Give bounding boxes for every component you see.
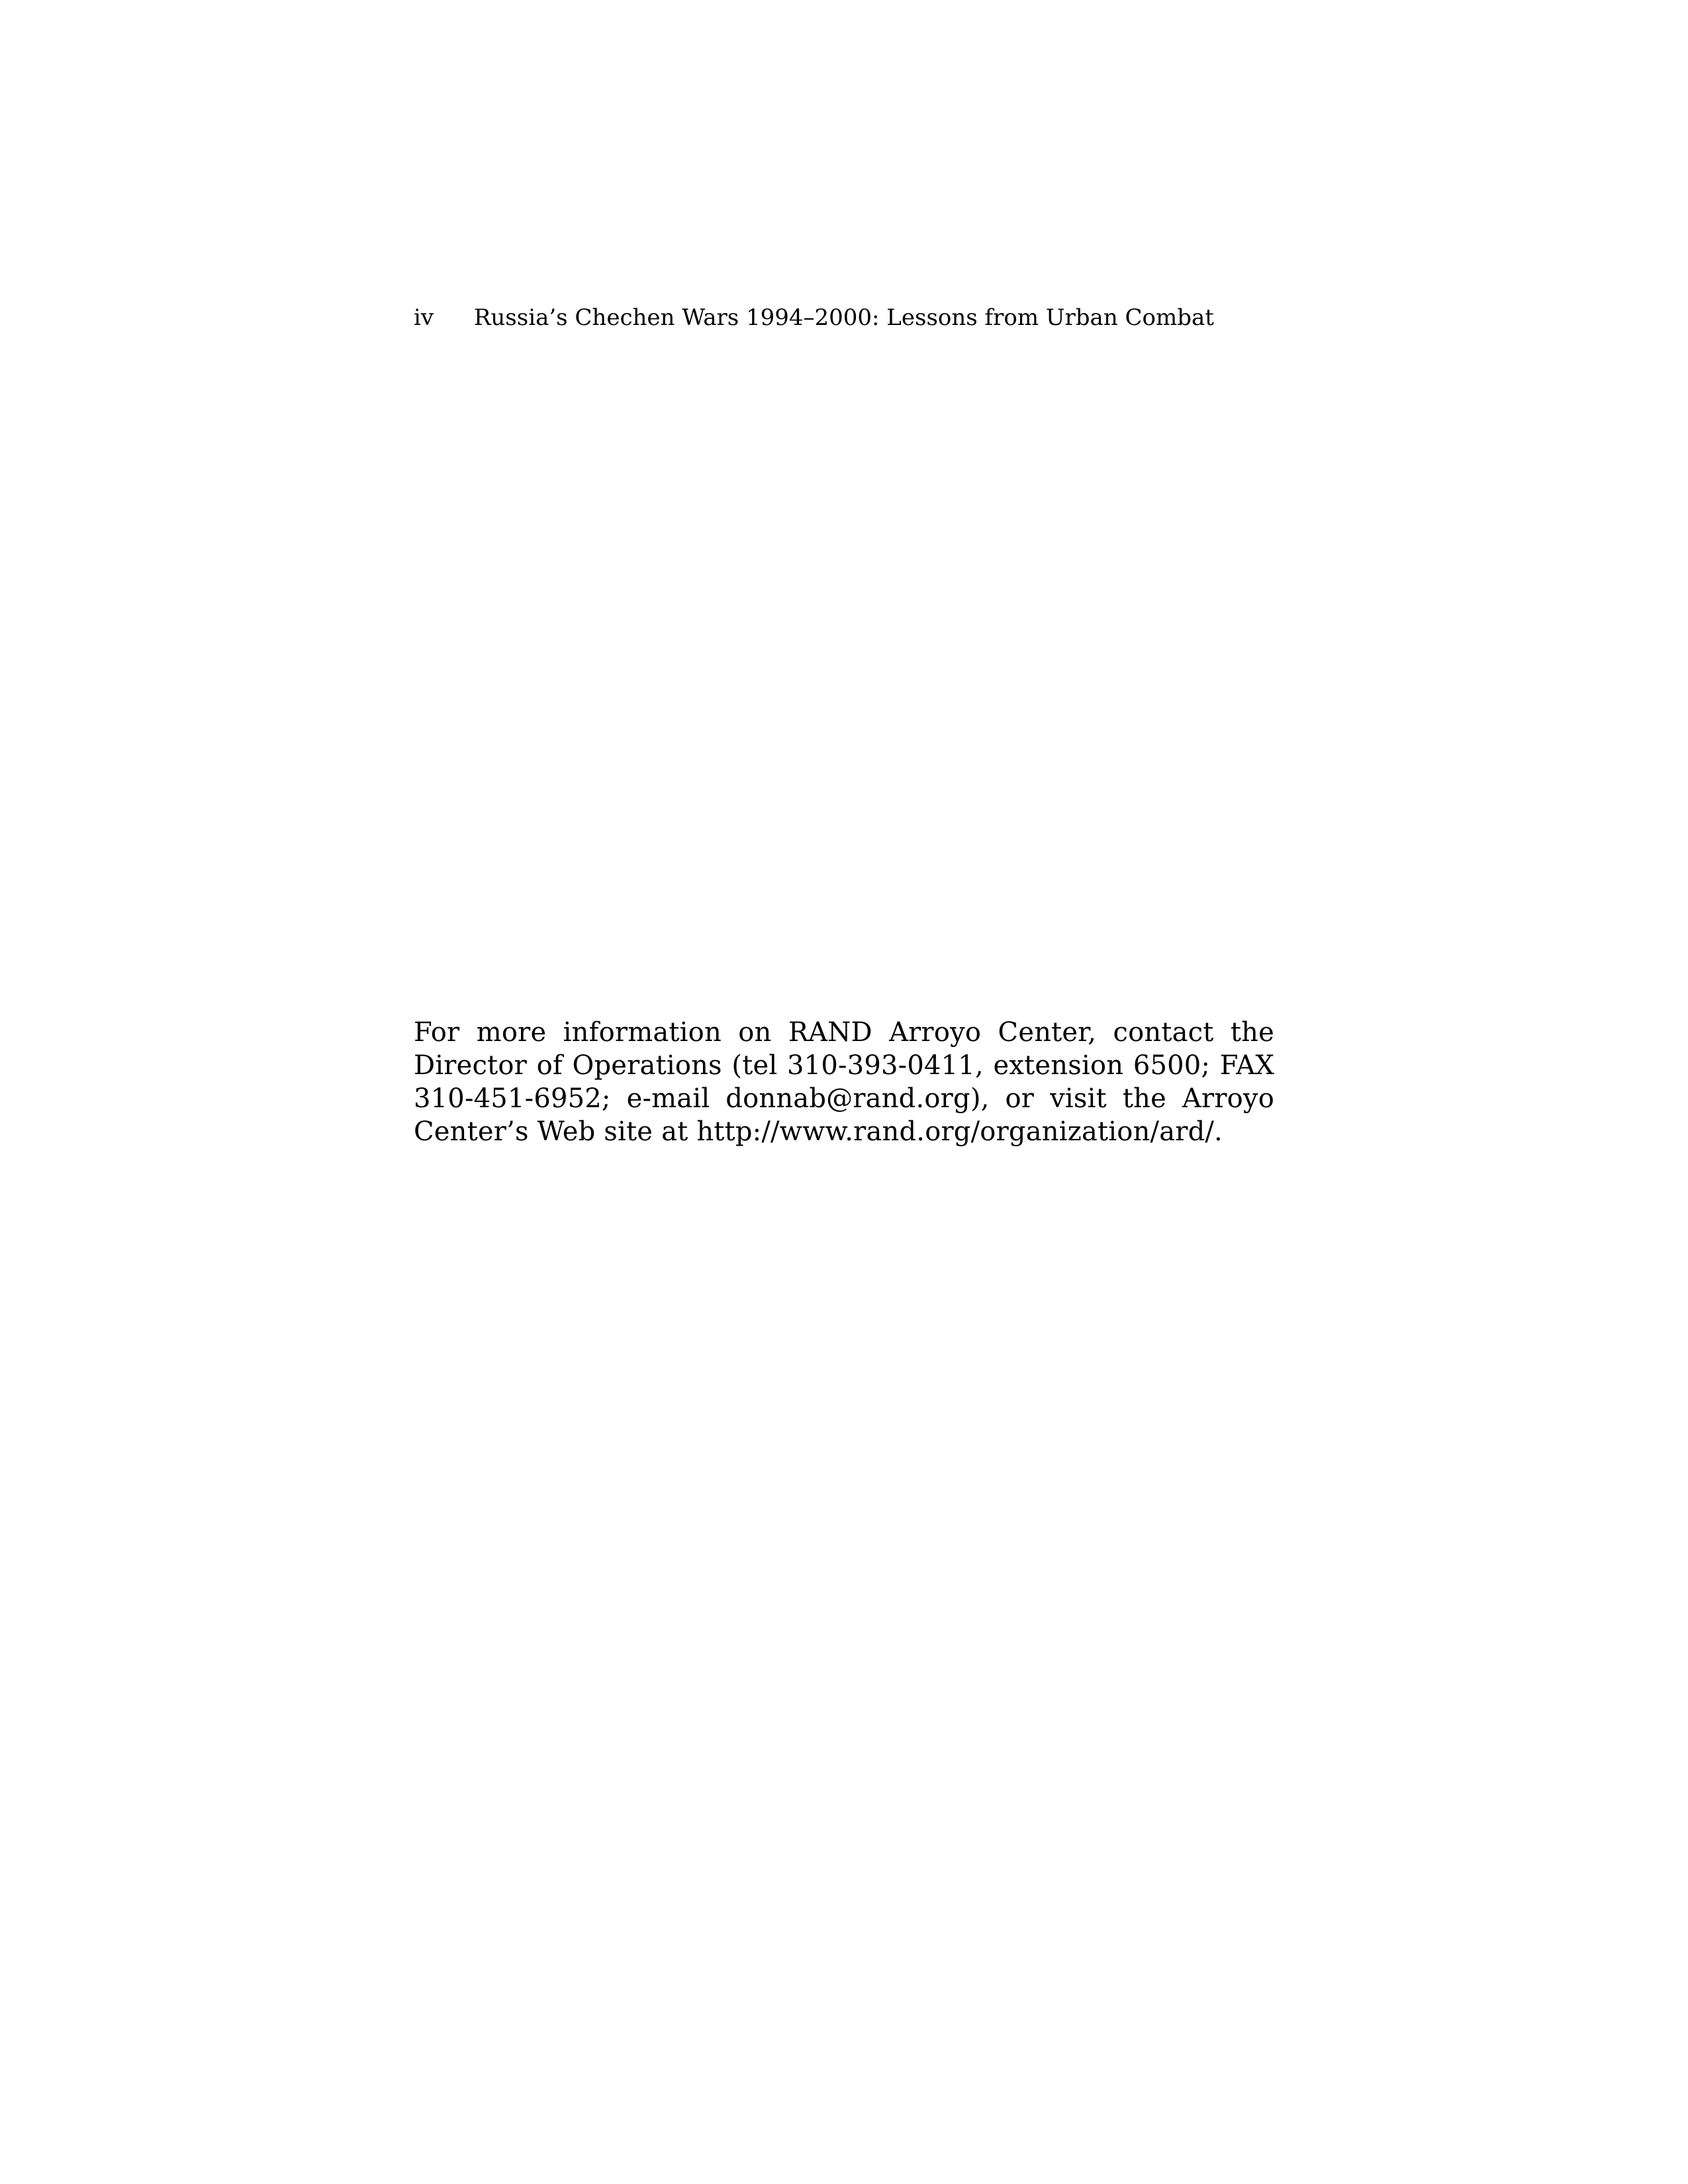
contact-information-paragraph: For more information on RAND Arroyo Center, contact the Director of Operations (tel 310-393-0411, extension 6500; FAX 310-451-6952; e-mail donnab@rand.org), or visit the Arroyo Center’s Web site at http://www.rand.org/organization/ard/. bbox=[414, 1017, 1274, 1147]
page-number: iv bbox=[414, 304, 434, 331]
running-head-title: Russia’s Chechen Wars 1994–2000: Lessons from Urban Combat bbox=[473, 304, 1214, 331]
running-head bbox=[414, 301, 1274, 334]
